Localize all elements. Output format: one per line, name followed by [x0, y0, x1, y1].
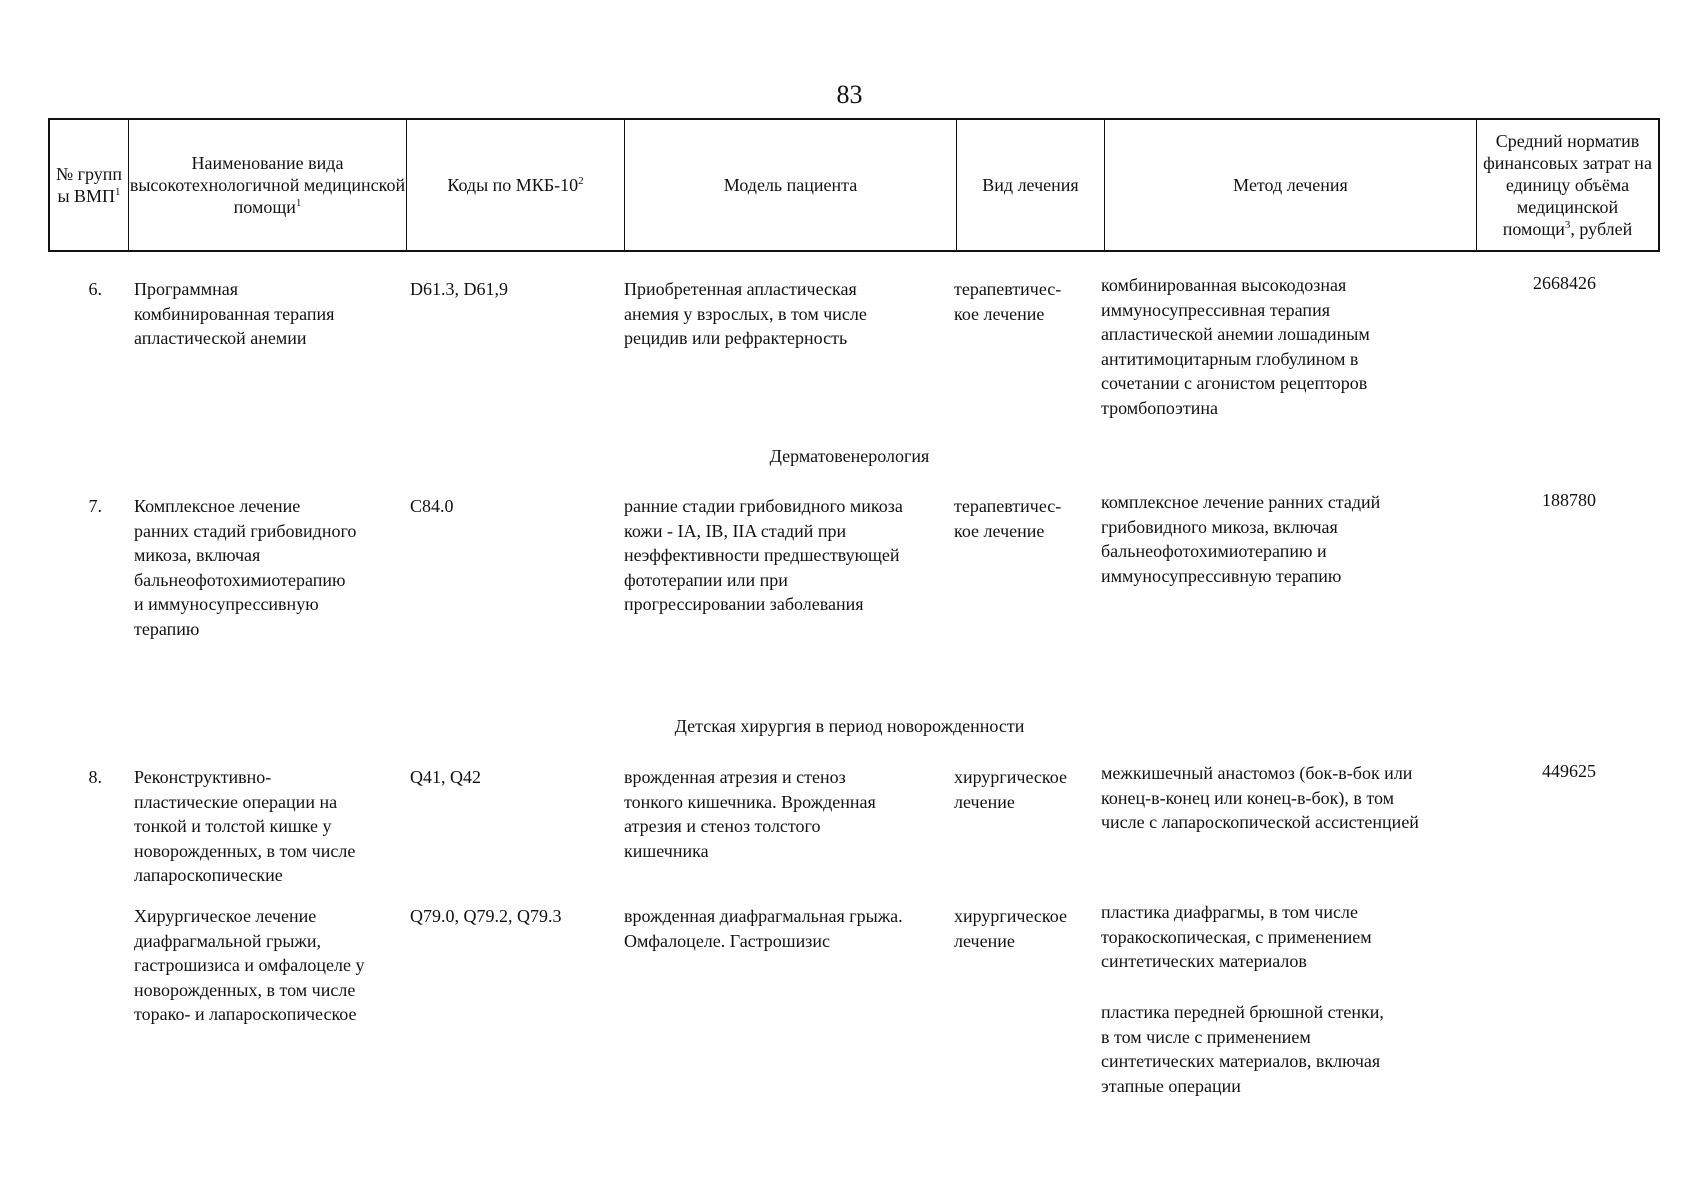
cell-line: микоза, включая [134, 545, 261, 565]
section-heading-neonatal-surgery: Детская хирургия в период новорожденности [674, 716, 1025, 736]
cell-line: терапевтичес- [954, 496, 1062, 516]
cell-line: хирургическое [954, 906, 1067, 926]
cell-line: тонкого кишечника. Врожденная [624, 791, 876, 812]
cell-model [624, 904, 954, 953]
cell-codes [410, 494, 600, 519]
cell-line: пластика диафрагмы, в том числе [1101, 902, 1358, 922]
cell-line: Хирургическое лечение [134, 906, 317, 926]
cell-line: антитимоцитарным глобулином в [1101, 348, 1359, 369]
cell-line: Q79.0, Q79.2, Q79.3 [410, 906, 562, 926]
cell-line: кожи - IA, IB, IIA стадий при [624, 520, 847, 541]
cell-line: 188780 [1542, 490, 1596, 510]
cell-method [1101, 273, 1471, 420]
header-treatment-method: Метод лечения [1104, 120, 1476, 250]
cell-line: Приобретенная апластическая [624, 279, 857, 299]
cell-line: апластической анемии лошадиным [1101, 324, 1370, 344]
cell-model [624, 277, 954, 351]
cell-codes [410, 765, 600, 790]
cell-line: числе с лапароскопической ассистенцией [1101, 812, 1419, 832]
cell-line: пластические операции на [134, 791, 338, 812]
cell-cost [1480, 759, 1596, 784]
cell-model [624, 494, 954, 617]
cell-line: синтетических материалов, включая [1101, 1051, 1381, 1071]
cell-num [64, 494, 102, 519]
cell-line: D61.3, D61,9 [410, 279, 508, 299]
cell-line: хирургическое [954, 767, 1067, 787]
cell-line: новорожденных, в том числе [134, 979, 356, 1000]
cell-name [134, 765, 404, 888]
table-header [48, 118, 1660, 252]
cell-line: новорожденных, в том числе [134, 840, 356, 861]
section-heading-dermatovenereology: Дерматовенерология [769, 446, 930, 466]
cell-line: кое лечение [954, 520, 1045, 541]
cell-line: 7. [88, 496, 102, 516]
page-number: 83 [836, 80, 863, 109]
header-avg-cost: Средний норматив финансовых затрат на единицу объёма медицинской помощи$^3$, рублей [1476, 120, 1658, 250]
cell-line: кишечника [624, 840, 709, 861]
cell-line: терапию [134, 618, 200, 639]
cell-line: иммуносупрессивную терапию [1101, 565, 1342, 586]
cell-line: ранние стадии грибовидного микоза [624, 496, 903, 516]
cell-line: лечение [954, 791, 1015, 812]
cell-line: врожденная диафрагмальная грыжа. [624, 906, 903, 926]
cell-line: Омфалоцеле. Гастрошизис [624, 930, 831, 951]
cell-line: фототерапии или при [624, 569, 788, 590]
cell-line: Реконструктивно- [134, 767, 272, 787]
cell-line: Комплексное лечение [134, 496, 301, 516]
cell-name [134, 494, 404, 641]
cell-line: лечение [954, 930, 1015, 951]
cell-line: атрезия и стеноз толстого [624, 816, 821, 836]
cell-type [954, 494, 1094, 543]
header-group-number: № групп ы ВМП$^1$ [55, 164, 123, 206]
cell-line: врожденная атрезия и стеноз [624, 767, 846, 787]
cell-line: бальнеофотохимиотерапию и [1101, 541, 1327, 561]
cell-line: 8. [88, 767, 102, 787]
cell-line: конец-в-конец или конец-в-бок), в том [1101, 787, 1395, 808]
cell-line: сочетании с агонистом рецепторов [1101, 373, 1368, 393]
cell-line: анемия у взрослых, в том числе [624, 303, 867, 324]
cell-type [954, 765, 1094, 814]
cell-line: тонкой и толстой кишке у [134, 816, 332, 836]
cell-line: диафрагмальной грыжи, [134, 930, 321, 951]
cell-method [1101, 900, 1471, 974]
cell-line: Q41, Q42 [410, 767, 481, 787]
header-patient-model: Модель пациента [624, 120, 956, 250]
cell-line: грибовидного микоза, включая [1101, 516, 1338, 537]
cell-codes [410, 904, 600, 929]
cell-line: этапные операции [1101, 1075, 1241, 1096]
cell-name [134, 904, 404, 1027]
cell-type [954, 904, 1094, 953]
cell-line: неэффективности предшествующей [624, 545, 900, 565]
cell-line: комбинированная терапия [134, 303, 335, 324]
cell-line: торакоскопическая, с применением [1101, 926, 1372, 947]
cell-line: торако- и лапароскопическое [134, 1004, 357, 1024]
cell-line: бальнеофотохимиотерапию [134, 569, 346, 590]
header-icd-codes: Коды по МКБ-$10^2$ [406, 120, 624, 250]
cell-line: прогрессировании заболевания [624, 594, 864, 614]
cell-line: лапароскопические [134, 865, 283, 885]
cell-num [64, 765, 102, 790]
header-vmp-name: Наименование вида высокотехнологичной медицинской помощи$^1$ [128, 120, 406, 250]
cell-line: синтетических материалов [1101, 951, 1307, 971]
cell-line: апластической анемии [134, 328, 307, 348]
cell-line: кое лечение [954, 303, 1045, 324]
cell-line: комбинированная высокодозная [1101, 275, 1347, 295]
cell-method-2 [1101, 1000, 1471, 1098]
cell-line: Программная [134, 279, 239, 299]
cell-cost [1480, 488, 1596, 513]
cell-line: 449625 [1542, 761, 1596, 781]
cell-line: C84.0 [410, 496, 454, 516]
cell-line: иммуносупрессивная терапия [1101, 299, 1330, 320]
cell-line: комплексное лечение ранних стадий [1101, 492, 1381, 512]
cell-model [624, 765, 954, 863]
cell-cost [1480, 271, 1596, 296]
cell-codes [410, 277, 600, 302]
cell-num [64, 277, 102, 302]
cell-line: и иммуносупрессивную [134, 594, 319, 614]
cell-line: 2668426 [1533, 273, 1596, 293]
cell-line: 6. [88, 279, 102, 299]
header-treatment-type: Вид лечения [956, 120, 1104, 250]
cell-line: рецидив или рефрактерность [624, 328, 848, 348]
cell-method [1101, 490, 1471, 588]
cell-line: гастрошизиса и омфалоцеле у [134, 955, 365, 975]
cell-line: ранних стадий грибовидного [134, 520, 357, 541]
cell-method [1101, 761, 1471, 835]
cell-line: терапевтичес- [954, 279, 1062, 299]
cell-type [954, 277, 1094, 326]
cell-name [134, 277, 404, 351]
cell-line: пластика передней брюшной стенки, [1101, 1002, 1384, 1022]
cell-line: тромбопоэтина [1101, 397, 1218, 418]
cell-line: в том числе с применением [1101, 1026, 1311, 1047]
cell-line: межкишечный анастомоз (бок-в-бок или [1101, 763, 1413, 783]
